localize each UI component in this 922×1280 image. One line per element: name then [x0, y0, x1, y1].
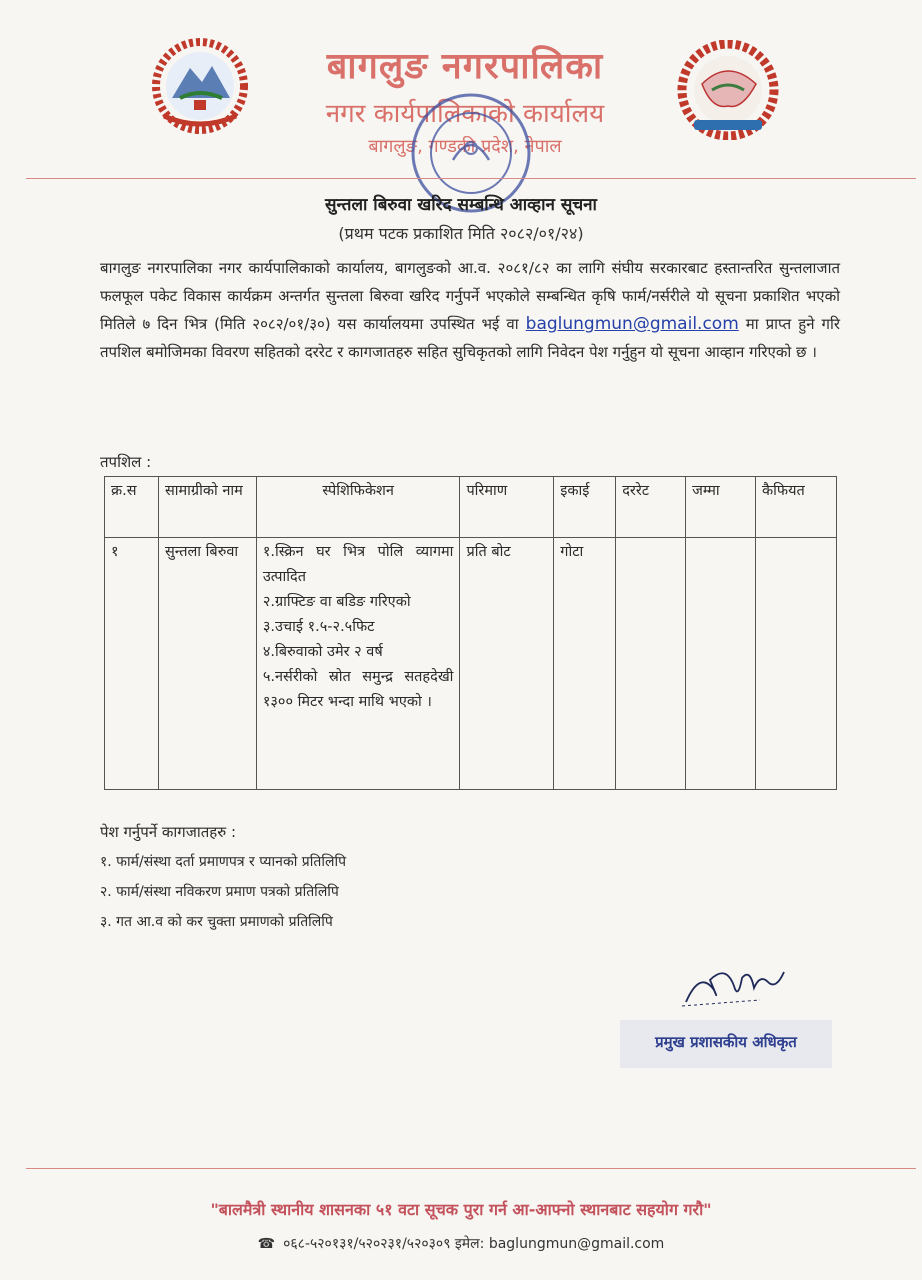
table-row: [105, 538, 837, 790]
municipality-title: बागलुङ नगरपालिका: [326, 46, 604, 87]
cell-rate: [616, 538, 686, 790]
col-header-total: जम्मा: [686, 477, 756, 538]
cell-total: [686, 538, 756, 790]
document-item: ३. गत आ.व को कर चुक्ता प्रमाणको प्रतिलिपि: [100, 914, 333, 930]
col-header-spec: स्पेशिफिकेशन: [256, 477, 460, 538]
col-header-rate: दररेट: [616, 477, 686, 538]
col-header-item: सामाग्रीको नाम: [158, 477, 256, 538]
paragraph-text-1: बागलुङ नगरपालिका नगर कार्यपालिकाको कार्यालय, बागलुङको आ.व. २०८१/८२ का लागि संघीय सरकारबाट हस्तान्तरित सुन्तलाजात फलफूल पकेट विकास कार्यक्रम अन्तर्गत सुन्तला बिरुवा खरिद गर्नुपर्ने भएकोले सम्बन्धित कृषि फार्म/नर्सरीले यो सूचना प्रकाशित भएको मितिले ७ दिन भित्र (मिति २०८२/०१/३०) यस कार्यालयमा उपस्थित भई वा: [100, 259, 840, 333]
email-link[interactable]: baglungmun@gmail.com: [525, 314, 739, 334]
col-header-sn: क्र.स: [105, 477, 159, 538]
col-header-remarks: कैफियत: [756, 477, 837, 538]
office-name: नगर कार्यपालिकाको कार्यालय: [325, 99, 605, 129]
cell-item: सुन्तला बिरुवा: [158, 538, 256, 790]
col-header-quantity: परिमाण: [460, 477, 554, 538]
contact-text: ०६८-५२०१३१/५२०२३१/५२०३०९ इमेल: baglungmun@gmail.com: [283, 1236, 665, 1252]
spec-line: ५.नर्सरीको स्रोत समुन्द्र सतहदेखी १३०० मिटर भन्दा माथि भएको ।: [262, 669, 454, 710]
cell-quantity: प्रति बोट: [460, 538, 554, 790]
spec-line: २.ग्राफ्टिङ वा बडिङ गरिएको: [262, 594, 411, 610]
cell-spec: [256, 538, 460, 790]
document-item: १. फार्म/संस्था दर्ता प्रमाणपत्र र प्यानको प्रतिलिपि: [100, 854, 347, 870]
cell-unit: गोटा: [554, 538, 616, 790]
nepal-emblem-icon: [150, 38, 250, 134]
footer-slogan: "बालमैत्री स्थानीय शासनका ५१ वटा सूचक पुरा गर्न आ-आफ्नो स्थानबाट सहयोग गरौ": [210, 1200, 712, 1219]
documents-heading: पेश गर्नुपर्ने कागजातहरु :: [100, 823, 237, 841]
document-item: २. फार्म/संस्था नविकरण प्रमाण पत्रको प्रतिलिपि: [100, 884, 339, 900]
spec-line: ३.उचाई १.५-२.५फिट: [262, 619, 375, 635]
cell-sn: १: [105, 538, 159, 790]
footer-divider: [26, 1168, 916, 1169]
notice-subtitle: (प्रथम पटक प्रकाशित मिति २०८२/०१/२४): [338, 224, 584, 243]
signatory-title: प्रमुख प्रशासकीय अधिकृत: [655, 1033, 797, 1051]
cell-remarks: [756, 538, 837, 790]
notice-title: सुन्तला बिरुवा खरिद सम्बन्धि आव्हान सूचना: [325, 195, 597, 215]
header-divider: [26, 178, 916, 179]
table-label: तपशिल :: [100, 453, 152, 471]
footer-contact: [0, 1234, 922, 1253]
spec-line: ४.बिरुवाको उमेर २ वर्ष: [262, 644, 383, 660]
specification-table: [104, 476, 837, 790]
col-header-unit: इकाई: [554, 477, 616, 538]
notice-paragraph: [100, 254, 840, 366]
office-address: बागलुङ, गण्डकी प्रदेश, नेपाल: [368, 136, 562, 157]
municipality-logo-icon: [672, 40, 784, 140]
telephone-icon: ☎: [257, 1236, 276, 1252]
paragraph-text-2: मा प्राप्त हुने गरि तपशिल बमोजिमका विवरण सहितको दररेट र कागजातहरु सहित सुचिकृतको लागि निवेदन पेश गर्नुहुन यो सूचना आव्हान गरिएको छ ।: [100, 315, 840, 361]
table-header-row: [105, 477, 837, 538]
spec-line: १.स्क्रिन घर भित्र पोलि व्यागमा उत्पादित: [262, 544, 454, 585]
handwritten-signature-icon: [680, 960, 790, 1012]
